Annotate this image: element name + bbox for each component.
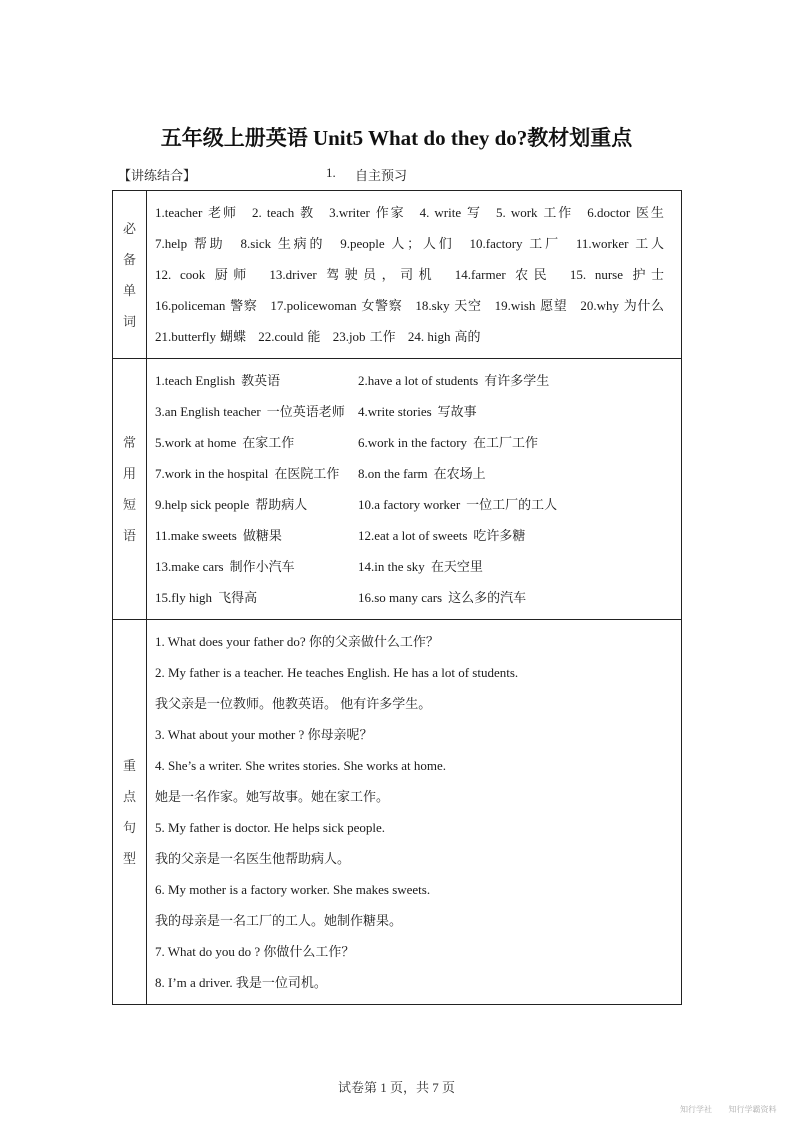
phrase-line xyxy=(155,365,673,396)
phrase-english: 6.work in the factory xyxy=(358,435,468,450)
phrase-chinese: 在天空里 xyxy=(430,559,483,574)
vocab-item xyxy=(333,329,396,344)
watermark xyxy=(680,1104,777,1115)
vocab-chinese: 驾驶员，司机 xyxy=(320,267,438,282)
phrase-item xyxy=(358,551,483,582)
vocab-english: 2. teach xyxy=(251,205,295,220)
phrase-chinese: 教英语 xyxy=(241,373,281,388)
label-char: 型 xyxy=(122,851,136,866)
phrase-chinese: 有许多学生 xyxy=(484,373,550,388)
vocab-item xyxy=(155,236,225,251)
vocab-item xyxy=(587,205,664,220)
vocab-chinese: 警察 xyxy=(229,298,258,313)
vocab-chinese: 厨师 xyxy=(209,267,252,282)
vocab-english: 9.people xyxy=(340,236,385,251)
phrase-english: 15.fly high xyxy=(155,590,213,605)
label-char: 重 xyxy=(122,758,136,773)
sentence-line: 6. My mother is a factory worker. She makes sweets. xyxy=(155,882,431,897)
vocab-english: 7.help xyxy=(155,236,188,251)
vocab-item xyxy=(576,236,664,251)
phrase-chinese: 制作小汽车 xyxy=(229,559,295,574)
label-char: 单 xyxy=(122,282,136,298)
vocab-english: 5. work xyxy=(495,205,538,220)
vocab-chinese: 工作 xyxy=(369,329,396,344)
vocab-english: 14.farmer xyxy=(454,267,506,282)
phrase-list xyxy=(155,365,673,613)
vocab-item xyxy=(155,205,238,220)
phrase-line xyxy=(155,458,673,489)
phrase-english: 3.an English teacher xyxy=(155,404,261,419)
phrase-chinese: 在医院工作 xyxy=(274,466,340,481)
phrase-chinese: 帮助病人 xyxy=(255,497,308,512)
vocab-chinese: 人；人们 xyxy=(388,236,455,251)
phrase-line xyxy=(155,489,673,520)
vocab-item xyxy=(252,205,315,220)
phrase-english: 16.so many cars xyxy=(358,590,443,605)
vocab-item xyxy=(580,298,664,313)
phrase-chinese: 做糖果 xyxy=(242,528,282,543)
phrase-item xyxy=(155,582,358,613)
phrase-english: 10.a factory worker xyxy=(358,497,461,512)
vocab-item xyxy=(570,267,664,282)
vocab-english: 16.policeman xyxy=(155,298,226,313)
vocab-english: 23.job xyxy=(332,329,366,344)
phrase-line xyxy=(155,396,673,427)
phrase-english: 7.work in the hospital xyxy=(155,466,269,481)
section-tag: 【讲练结合】 xyxy=(118,168,197,183)
vocab-chinese: 蝴蝶 xyxy=(220,329,247,344)
study-notes-table xyxy=(112,190,682,1005)
vocab-english: 13.driver xyxy=(269,267,317,282)
phrase-line xyxy=(155,427,673,458)
phrase-item xyxy=(155,520,358,551)
phrase-chinese: 一位工厂的工人 xyxy=(466,497,558,512)
vocab-chinese: 作家 xyxy=(373,205,406,220)
watermark-text: 知行学霸资料 xyxy=(728,1105,777,1114)
label-char: 备 xyxy=(122,251,136,267)
vocab-item xyxy=(415,298,481,313)
sentence-line: 我父亲是一位教师。他教英语。 他有许多学生。 xyxy=(155,696,432,711)
phrase-item xyxy=(155,427,358,458)
label-char: 必 xyxy=(122,220,136,236)
phrase-line xyxy=(155,520,673,551)
sentences-label xyxy=(113,620,147,1005)
vocab-item xyxy=(420,205,482,220)
phrase-english: 1.teach English xyxy=(155,373,236,388)
sentences-content xyxy=(147,620,682,1005)
label-char: 短 xyxy=(122,497,136,512)
vocab-chinese: 为什么 xyxy=(623,298,665,313)
vocab-chinese: 写 xyxy=(465,205,482,220)
sentence-line: 3. What about your mother ? 你母亲呢？ xyxy=(155,727,373,742)
vocab-chinese: 生病的 xyxy=(275,236,326,251)
phrase-english: 2.have a lot of students xyxy=(358,373,479,388)
vocab-english: 24. high xyxy=(407,329,451,344)
vocab-chinese: 工厂 xyxy=(526,236,561,251)
phrase-chinese: 在工厂工作 xyxy=(473,435,539,450)
phrase-english: 5.work at home xyxy=(155,435,237,450)
vocabulary-label xyxy=(113,191,147,359)
label-char: 句 xyxy=(122,820,136,835)
phrases-row xyxy=(113,359,682,620)
phrase-english: 8.on the farm xyxy=(358,466,428,481)
phrase-item xyxy=(358,365,549,396)
sentence-line: 2. My father is a teacher. He teaches English. He has a lot of students. xyxy=(155,665,519,680)
vocab-chinese: 工人 xyxy=(632,236,664,251)
phrase-item xyxy=(155,396,358,427)
vocab-chinese: 医生 xyxy=(634,205,664,220)
phrase-chinese: 写故事 xyxy=(437,404,477,419)
vocab-chinese: 天空 xyxy=(453,298,482,313)
vocab-item xyxy=(270,298,402,313)
phrase-item xyxy=(358,582,526,613)
sentence-line: 1. What does your father do? 你的父亲做什么工作？ xyxy=(155,634,439,649)
vocab-item xyxy=(329,205,405,220)
phrase-chinese: 飞得高 xyxy=(218,590,258,605)
vocab-item xyxy=(155,329,246,344)
sentence-line: 5. My father is doctor. He helps sick people. xyxy=(155,820,385,835)
vocab-item xyxy=(408,329,481,344)
phrase-english: 13.make cars xyxy=(155,559,224,574)
sentence-line: 我的父亲是一名医生他帮助病人。 xyxy=(155,851,351,866)
vocab-chinese: 护士 xyxy=(627,267,664,282)
watermark-text: 知行学社 xyxy=(680,1105,712,1114)
phrase-item xyxy=(358,458,486,489)
vocab-item xyxy=(155,298,257,313)
sentence-line: 我的母亲是一名工厂的工人。她制作糖果。 xyxy=(155,913,403,928)
phrase-item xyxy=(358,489,557,520)
sentence-list xyxy=(155,626,673,998)
phrase-english: 12.eat a lot of sweets xyxy=(358,528,468,543)
phrase-item xyxy=(358,396,477,427)
page-title: 五年级上册英语 Unit5 What do they do?教材划重点 xyxy=(160,126,633,150)
vocab-item xyxy=(455,267,552,282)
vocab-english: 4. write xyxy=(419,205,462,220)
phrase-item xyxy=(358,427,538,458)
vocabulary-content xyxy=(147,191,682,359)
vocab-item xyxy=(258,329,320,344)
vocab-chinese: 工作 xyxy=(541,205,574,220)
vocab-chinese: 能 xyxy=(307,329,321,344)
label-char: 常 xyxy=(122,435,136,450)
vocab-item xyxy=(269,267,437,282)
sentences-row xyxy=(113,620,682,1005)
section-number: 1. xyxy=(326,165,336,180)
phrase-line xyxy=(155,582,673,613)
label-char: 用 xyxy=(122,466,136,481)
phrase-chinese: 在家工作 xyxy=(242,435,295,450)
vocab-english: 12. cook xyxy=(155,267,206,282)
vocab-chinese: 教 xyxy=(298,205,315,220)
phrase-english: 4.write stories xyxy=(358,404,432,419)
sentence-line: 4. She’s a writer. She writes stories. She works at home. xyxy=(155,758,447,773)
vocab-english: 18.sky xyxy=(415,298,450,313)
phrase-item xyxy=(155,489,358,520)
phrase-item xyxy=(155,365,358,396)
label-char: 点 xyxy=(122,789,136,804)
vocab-item xyxy=(496,205,573,220)
phrase-item xyxy=(358,520,525,551)
phrase-english: 9.help sick people xyxy=(155,497,250,512)
sentence-line: 8. I’m a driver. 我是一位司机。 xyxy=(155,975,327,990)
vocab-english: 21.butterfly xyxy=(155,329,217,344)
phrase-chinese: 一位英语老师 xyxy=(266,404,345,419)
vocab-english: 6.doctor xyxy=(587,205,631,220)
phrase-chinese: 吃许多糖 xyxy=(473,528,526,543)
vocab-english: 15. nurse xyxy=(569,267,623,282)
vocab-chinese: 女警察 xyxy=(360,298,403,313)
sentence-line: 她是一名作家。她写故事。她在家工作。 xyxy=(155,789,390,804)
vocab-item xyxy=(340,236,454,251)
phrases-content xyxy=(147,359,682,620)
vocab-english: 19.wish xyxy=(494,298,536,313)
vocab-english: 11.worker xyxy=(575,236,629,251)
label-char: 词 xyxy=(122,313,136,329)
vocab-chinese: 高的 xyxy=(454,329,481,344)
page-footer: 试卷第 1 页，共 7 页 xyxy=(337,1080,455,1095)
vocab-english: 8.sick xyxy=(240,236,272,251)
vocab-item xyxy=(495,298,568,313)
phrase-english: 11.make sweets xyxy=(155,528,237,543)
vocab-english: 22.could xyxy=(258,329,304,344)
phrase-line xyxy=(155,551,673,582)
phrase-english: 14.in the sky xyxy=(358,559,425,574)
vocab-english: 3.writer xyxy=(329,205,370,220)
vocab-chinese: 老师 xyxy=(206,205,238,220)
vocabulary-list xyxy=(155,197,673,352)
vocab-item xyxy=(240,236,325,251)
phrase-item xyxy=(155,458,358,489)
phrase-chinese: 在农场上 xyxy=(433,466,486,481)
sentence-line: 7. What do you do ? 你做什么工作？ xyxy=(155,944,355,959)
phrases-label xyxy=(113,359,147,620)
vocab-chinese: 愿望 xyxy=(539,298,568,313)
vocab-item xyxy=(469,236,560,251)
label-char: 语 xyxy=(122,528,136,543)
vocab-english: 20.why xyxy=(580,298,620,313)
phrase-chinese: 这么多的汽车 xyxy=(448,590,527,605)
vocab-chinese: 帮助 xyxy=(191,236,226,251)
vocab-english: 10.factory xyxy=(469,236,523,251)
vocab-item xyxy=(155,267,252,282)
vocabulary-row xyxy=(113,191,682,359)
vocab-english: 1.teacher xyxy=(155,205,203,220)
vocab-chinese: 农民 xyxy=(509,267,553,282)
phrase-item xyxy=(155,551,358,582)
section-name: 自主预习 xyxy=(355,168,408,183)
vocab-english: 17.policewoman xyxy=(270,298,357,313)
